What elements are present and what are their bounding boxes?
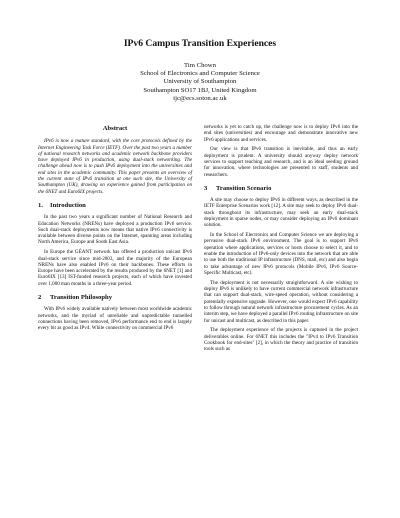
- author-block: [0, 62, 400, 103]
- right-column: [204, 124, 358, 356]
- section-heading-philosophy: [38, 295, 192, 301]
- paragraph: In the School of Electronics and Computer Science we are deploying a pervasive dual-stack IPv6 environment. The goal is to support IPv6 operation where applications, services or hosts choose to select it, and to enable the introduction of IPv6-only devices into the network that are able to use both the traditional IP infrastructure (DNS, mail, etc) and also begin to take advantage of new IPv6 protocols (Mobile IPv6, IPv6 Source-Specific Multicast, etc).: [204, 232, 358, 276]
- author-dept: School of Electronics and Computer Science: [140, 70, 260, 78]
- section-title: Transition Philosophy: [50, 294, 112, 302]
- abstract-heading: Abstract: [102, 125, 128, 132]
- section-title: Transition Scenario: [216, 184, 272, 192]
- section-title: Introduction: [50, 201, 86, 209]
- section-heading-intro: [38, 203, 192, 209]
- author-email: tjc@ecs.soton.ac.uk: [173, 94, 227, 102]
- paragraph: The deployment experience of the projects is captured in the project deliverables online. For 6NET this includes the "IPv4 to IPv6 Transition Cookbook for end-sites" [2], in which the theory and practice of transition tools such as: [204, 327, 358, 353]
- author-name: Tim Chown: [184, 62, 216, 69]
- paragraph: In the past two years a significant number of National Research and Education Networks (NRENs) have deployed a production IPv6 service. Such dual-stack deployments now means that native IPv6 connectivity is available between diverse points on the Internet, spanning areas including North America, Europe and South East Asia.: [38, 214, 192, 246]
- abstract-text: IPv6 is now a mature standard, with the core protocols defined by the Internet Engineering Task Force (IETF). Over the past two years a number of national research networks and academic network backbone providers have deployed IPv6 in production, using dual-stack networking. The challenge ahead now is to push IPv6 deployment into the universities and end sites in the academic community. This paper presents an overview of the current state of IPv6 transition at one such site, the University of Southampton (UK), drawing on experience gained from participation on the 6NET and Euro6IX projects.: [38, 138, 192, 195]
- author-address: Southampton SO17 1BJ, United Kingdom: [143, 86, 257, 94]
- paragraph: Our view is that IPv6 transition is inevitable, and thus an early deployment is prudent. A university should anyway deploy network services to support teaching and research, and is an ideal seeding ground for innovation, where technologies are presented to staff, students and researchers.: [204, 146, 358, 178]
- section-number: 3: [204, 184, 208, 192]
- paragraph: In Europe the GÉANT network has offered a production unicast IPv6 dual-stack service since mid-2003, and the majority of the European NRENs have also enabled IPv6 on their backbones. These efforts in Europe have been accelerated by the results produced by the 6NET [1] and Euro6IX [13] IST-funded research projects, each of which have invested over 1,000 man months in a three-year period.: [38, 249, 192, 287]
- author-univ: University of Southampton: [163, 78, 237, 86]
- section-heading-scenario: [204, 186, 358, 192]
- paragraph: With IPv6 widely available natively between most worldwide academic networks, and the myriad of unreliable and unpredictable tunnelled connections having been removed, IPv6 performance end to end is largely every bit as good as IPv4. While connectivity on commercial IPv6: [38, 306, 192, 332]
- section-number: 2: [38, 294, 42, 302]
- paragraph: The deployment is not necessarily straightforward. A site wishing to deploy IPv6 is unlikely to have current commercial network infrastructure that can support dual-stack, wire-speed operation, without considering a potentially expensive upgrade. However, one would expect IPv6 capability to follow through natural network infrastructure procurement cycles. As an interim step, we have deployed a parallel IPv6 routing infrastructure on site for unicast and multicast, as described in this paper.: [204, 279, 358, 324]
- section-number: 1.: [38, 201, 43, 209]
- paragraph: A site may choose to deploy IPv6 in different ways, as described in the IETF Enterprise Scenarios work [12]. A site may seek to deploy IPv6 dual-stack throughout its infrastructure, may seek an early dual-stack deployment in sparse nodes, or may consider deploying an IPv6 dominant solution.: [204, 197, 358, 229]
- left-column: [38, 126, 192, 335]
- paragraph: networks is yet to catch up, the challenge now is to deploy IPv6 into the end sites (universities) and encourage and demonstrate innovative new IPv6 applications and services.: [204, 124, 358, 143]
- paper-title: IPv6 Campus Transition Experiences: [123, 38, 277, 49]
